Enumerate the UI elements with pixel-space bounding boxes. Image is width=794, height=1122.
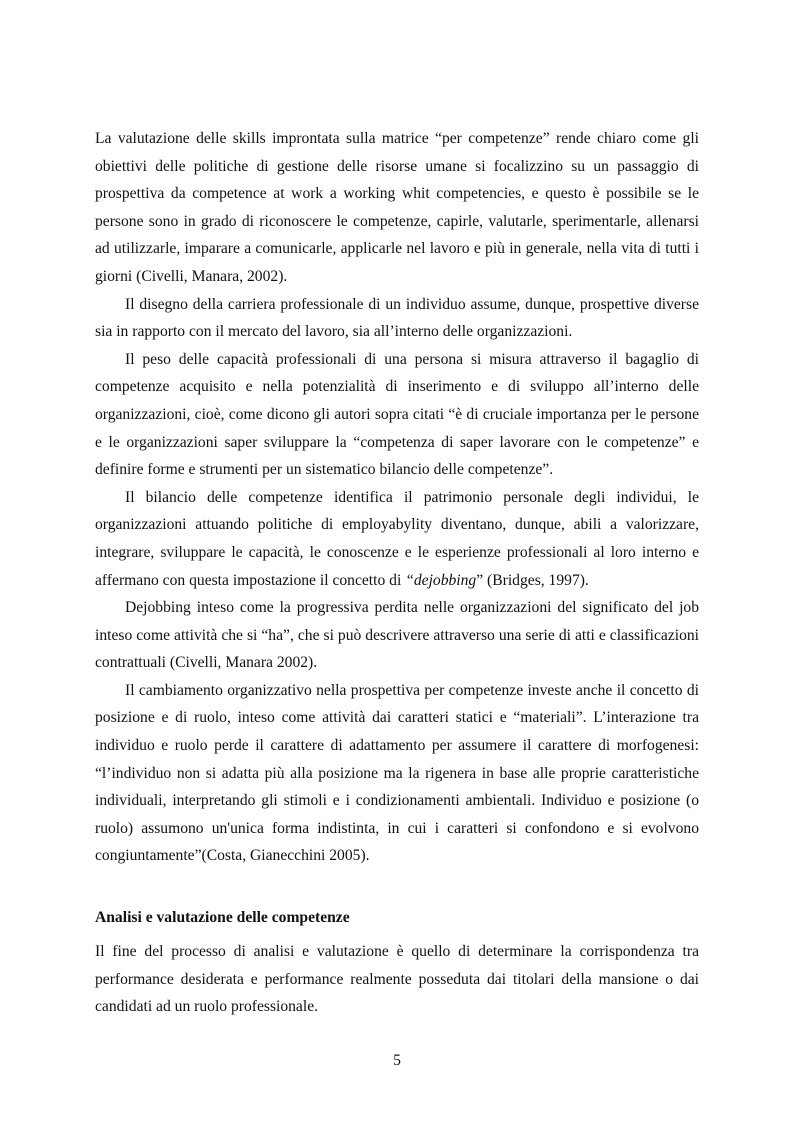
page-body — [95, 125, 699, 1021]
section-heading: Analisi e valutazione delle competenze — [95, 909, 350, 927]
paragraph-skills-valuation: La valutazione delle skills improntata sulla matrice “per competenze” rende chiaro come gli obiettivi delle politiche di gestione delle risorse umane si focalizzino su un passaggio di prospettiva da competence at work a working whit competencies, e questo è possibile se le persone sono in grado di riconoscere le competenze, capirle, valutarle, sperimentarle, allenarsi ad utilizzarle, imparare a comunicarle, applicarle nel lavoro e più in generale, nella vita di tutti i giorni (Civelli, Manara, 2002). — [95, 130, 699, 285]
paragraph-career-design: Il disegno della carriera professionale di un individuo assume, dunque, prospettive diverse sia in rapporto con il mercato del lavoro, sia all’interno delle organizzazioni. — [95, 295, 699, 341]
paragraph-dejobbing: Dejobbing inteso come la progressiva perdita nelle organizzazioni del significato del job inteso come attività che si “ha”, che si può descrivere attraverso una serie di atti e classificazioni contrattuali (Civelli, Manara 2002). — [95, 599, 699, 672]
paragraph-analysis-purpose: Il fine del processo di analisi e valutazione è quello di determinare la corrispondenza tra performance desiderata e performance realmente posseduta dai titolari della mansione o dai candidati ad un ruolo professionale. — [95, 943, 699, 1016]
paragraph-professional-capacity: Il peso delle capacità professionali di una persona si misura attraverso il bagaglio di competenze acquisito e nella potenzialità di inserimento e di sviluppo all’interno delle organizzazioni, cioè, come dicono gli autori sopra citati “è di cruciale importanza per le persone e le organizzazioni saper sviluppare la “competenza di saper lavorare con le competenze” e definire forme e strumenti per un sistematico bilancio delle competenze”. — [95, 350, 699, 479]
page-number: 5 — [393, 1052, 401, 1069]
dejobbing-term: “dejobbing — [405, 571, 477, 589]
paragraph-organizational-change: Il cambiamento organizzativo nella prospettiva per competenze investe anche il concetto di posizione e di ruolo, inteso come attività dai caratteri statici e “materiali”. L’interazione tra individuo e ruolo perde il carattere di adattamento per assumere il carattere di morfogenesi: “l’individuo non si adatta più alla posizione ma la rigenera in base alle proprie caratteristiche individuali, interpretando gli stimoli e i condizionamenti ambientali. Individuo e posizione (o ruolo) assumono un'unica forma indistinta, in cui i caratteri si confondono e si evolvono congiuntamente”(Costa, Gianecchini 2005). — [95, 681, 699, 865]
paragraph-competence-balance — [95, 484, 699, 594]
paragraph-competence-balance-text: Il bilancio delle competenze identifica il patrimonio personale degli individui, le organizzazioni attuando politiche di employabylity diventano, dunque, abili a valorizzare, integrare, sviluppare le capacità, le conoscenze e le esperienze professionali al loro interno e affermano con questa impostazione il concetto di — [95, 488, 699, 589]
paragraph-competence-balance-citation: ” (Bridges, 1997). — [476, 571, 589, 589]
